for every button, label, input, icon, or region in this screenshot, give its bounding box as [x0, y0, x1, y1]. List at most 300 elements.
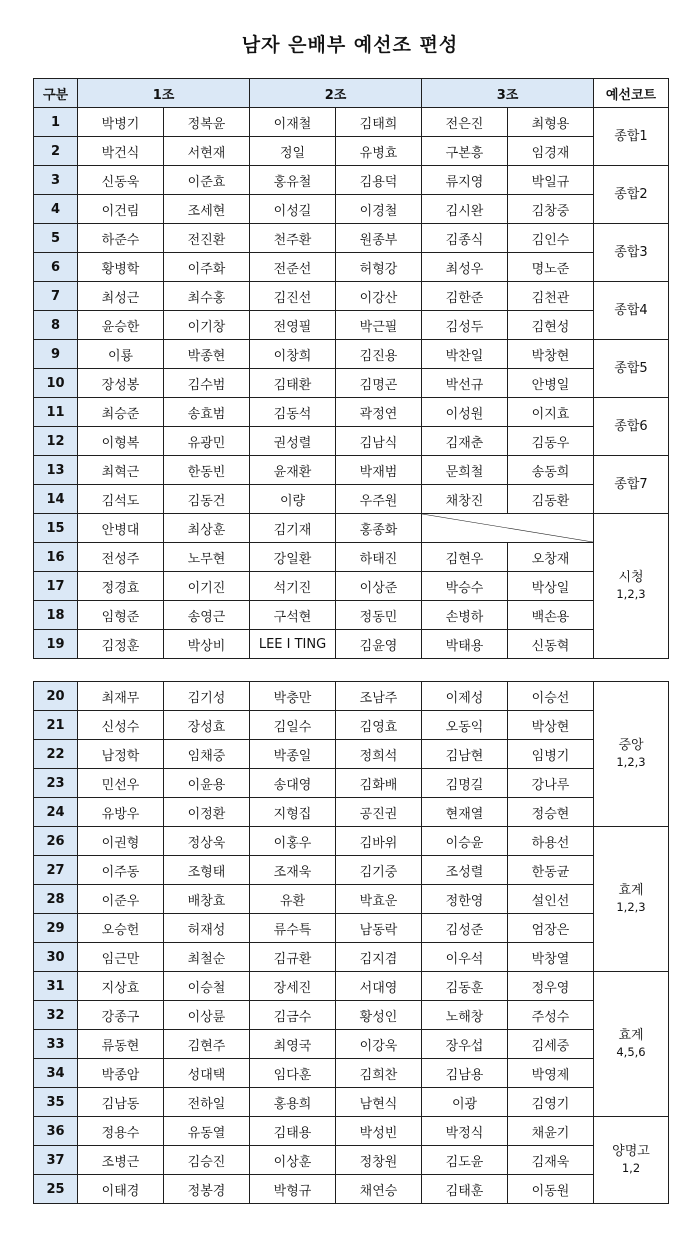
row-number: 37 — [34, 1146, 78, 1175]
player-name: 조세현 — [164, 195, 250, 224]
player-name: 김화배 — [336, 769, 422, 798]
player-name: 김천관 — [508, 282, 594, 311]
court-cell — [594, 340, 669, 398]
player-name: 이건림 — [78, 195, 164, 224]
table-row — [34, 885, 669, 914]
player-name: 최성근 — [78, 282, 164, 311]
row-number: 32 — [34, 1001, 78, 1030]
player-name: 유동열 — [164, 1117, 250, 1146]
player-name: 김동훈 — [422, 972, 508, 1001]
player-name: 유광민 — [164, 427, 250, 456]
player-name: 엄장은 — [508, 914, 594, 943]
player-name: 오창재 — [508, 543, 594, 572]
table-row — [34, 398, 669, 427]
table-row — [34, 456, 669, 485]
player-name: 김종식 — [422, 224, 508, 253]
court-numbers: 4,5,6 — [616, 1045, 646, 1059]
row-number: 9 — [34, 340, 78, 369]
player-name: 장우섭 — [422, 1030, 508, 1059]
player-name: 신동욱 — [78, 166, 164, 195]
player-name: 구본흥 — [422, 137, 508, 166]
player-name: 윤재환 — [250, 456, 336, 485]
player-name: 허재성 — [164, 914, 250, 943]
player-name: 박종일 — [250, 740, 336, 769]
player-name: 전성주 — [78, 543, 164, 572]
player-name: 하준수 — [78, 224, 164, 253]
player-name: 박찬일 — [422, 340, 508, 369]
table-row — [34, 369, 669, 398]
player-name: 황병학 — [78, 253, 164, 282]
player-name: 박창열 — [508, 943, 594, 972]
row-number: 36 — [34, 1117, 78, 1146]
player-name: 이주화 — [164, 253, 250, 282]
player-name: 김금수 — [250, 1001, 336, 1030]
player-name: 김남용 — [422, 1059, 508, 1088]
table-row — [34, 195, 669, 224]
court-numbers: 1,2 — [621, 1161, 641, 1175]
table-1-body — [34, 108, 669, 659]
player-name: 김바위 — [336, 827, 422, 856]
court-cell — [594, 1117, 669, 1204]
player-name: 한동균 — [508, 856, 594, 885]
court-name: 종합3 — [614, 245, 648, 260]
row-number: 34 — [34, 1059, 78, 1088]
player-name: 이강욱 — [336, 1030, 422, 1059]
table-row — [34, 224, 669, 253]
player-name: 김재춘 — [422, 427, 508, 456]
player-name: 안병일 — [508, 369, 594, 398]
player-name: 류지영 — [422, 166, 508, 195]
player-name: 김정훈 — [78, 630, 164, 659]
player-name: 임다훈 — [250, 1059, 336, 1088]
court-cell — [594, 398, 669, 456]
player-name: 박상일 — [508, 572, 594, 601]
player-name: 강종구 — [78, 1001, 164, 1030]
table-row — [34, 1001, 669, 1030]
player-name: 남현식 — [336, 1088, 422, 1117]
court-cell — [594, 456, 669, 514]
player-name: 석기진 — [250, 572, 336, 601]
header-court: 예선코트 — [594, 79, 669, 108]
player-name: 이기진 — [164, 572, 250, 601]
player-name: 최성우 — [422, 253, 508, 282]
row-number: 19 — [34, 630, 78, 659]
player-name: 김지겸 — [336, 943, 422, 972]
court-cell — [594, 224, 669, 282]
table-row — [34, 543, 669, 572]
player-name: 김규환 — [250, 943, 336, 972]
player-name: 정용수 — [78, 1117, 164, 1146]
player-name: 강일환 — [250, 543, 336, 572]
player-name: 김수범 — [164, 369, 250, 398]
player-name: 정복윤 — [164, 108, 250, 137]
player-name: 채연승 — [336, 1175, 422, 1204]
player-name: 이홍우 — [250, 827, 336, 856]
row-number: 28 — [34, 885, 78, 914]
player-name: 명노준 — [508, 253, 594, 282]
header-group-2: 2조 — [250, 79, 422, 108]
player-name: 유환 — [250, 885, 336, 914]
court-name: 시청 — [618, 570, 644, 585]
player-name: 이정환 — [164, 798, 250, 827]
player-name: 유방우 — [78, 798, 164, 827]
player-name: 권성렬 — [250, 427, 336, 456]
player-name: 박형규 — [250, 1175, 336, 1204]
table-row — [34, 485, 669, 514]
court-cell — [594, 166, 669, 224]
player-name: 최재무 — [78, 682, 164, 711]
player-name: 박재범 — [336, 456, 422, 485]
player-name: 김기중 — [336, 856, 422, 885]
player-name: 하용선 — [508, 827, 594, 856]
row-number: 30 — [34, 943, 78, 972]
player-name: 이제성 — [422, 682, 508, 711]
player-name: 박병기 — [78, 108, 164, 137]
player-name: 정창원 — [336, 1146, 422, 1175]
player-name: 김세중 — [508, 1030, 594, 1059]
player-name: 최영국 — [250, 1030, 336, 1059]
player-name: 박건식 — [78, 137, 164, 166]
player-name: 이형복 — [78, 427, 164, 456]
row-number: 8 — [34, 311, 78, 340]
table-row — [34, 1146, 669, 1175]
player-name: 박효운 — [336, 885, 422, 914]
player-name: 이권형 — [78, 827, 164, 856]
court-name: 양명고 — [612, 1144, 650, 1159]
table-row — [34, 914, 669, 943]
row-number: 21 — [34, 711, 78, 740]
table-row — [34, 827, 669, 856]
player-name: 박정식 — [422, 1117, 508, 1146]
row-number: 12 — [34, 427, 78, 456]
player-name: 전하일 — [164, 1088, 250, 1117]
player-name: 장성효 — [164, 711, 250, 740]
player-name: 허형강 — [336, 253, 422, 282]
court-numbers: 1,2,3 — [616, 755, 646, 769]
player-name: 이강산 — [336, 282, 422, 311]
player-name: 송대영 — [250, 769, 336, 798]
player-name: 정상욱 — [164, 827, 250, 856]
player-name: 황성인 — [336, 1001, 422, 1030]
row-number: 26 — [34, 827, 78, 856]
player-name: 신성수 — [78, 711, 164, 740]
player-name: 강나루 — [508, 769, 594, 798]
player-name: 최승준 — [78, 398, 164, 427]
header-group-1: 1조 — [78, 79, 250, 108]
player-name: 남정학 — [78, 740, 164, 769]
player-name: 김희찬 — [336, 1059, 422, 1088]
player-name: 이승철 — [164, 972, 250, 1001]
player-name: 공진권 — [336, 798, 422, 827]
player-name: 유병효 — [336, 137, 422, 166]
player-name: 남동락 — [336, 914, 422, 943]
player-name: 김현우 — [422, 543, 508, 572]
player-name: 전은진 — [422, 108, 508, 137]
player-name: 이윤용 — [164, 769, 250, 798]
table-row — [34, 1088, 669, 1117]
player-name: 김남동 — [78, 1088, 164, 1117]
player-name: 박종암 — [78, 1059, 164, 1088]
player-name: 이태경 — [78, 1175, 164, 1204]
player-name: 임채중 — [164, 740, 250, 769]
player-name: 김진선 — [250, 282, 336, 311]
player-name: 홍종화 — [336, 514, 422, 543]
player-name: 성대택 — [164, 1059, 250, 1088]
player-name: 전진환 — [164, 224, 250, 253]
player-name: 김한준 — [422, 282, 508, 311]
player-name: 최혁근 — [78, 456, 164, 485]
court-cell — [594, 108, 669, 166]
player-name: 김태환 — [250, 369, 336, 398]
player-name: 조재욱 — [250, 856, 336, 885]
court-name: 효계 — [618, 1028, 644, 1043]
court-name: 종합6 — [614, 419, 648, 434]
player-name: 박종현 — [164, 340, 250, 369]
player-name: 조성렬 — [422, 856, 508, 885]
row-number: 29 — [34, 914, 78, 943]
player-name: 우주원 — [336, 485, 422, 514]
court-name: 종합5 — [614, 361, 648, 376]
player-name: 김성준 — [422, 914, 508, 943]
player-name: 정한영 — [422, 885, 508, 914]
table-row — [34, 1059, 669, 1088]
player-name: 김기재 — [250, 514, 336, 543]
player-name: 김남현 — [422, 740, 508, 769]
table-row — [34, 1117, 669, 1146]
player-name: 이재철 — [250, 108, 336, 137]
court-name: 효계 — [618, 883, 644, 898]
player-name: 정일 — [250, 137, 336, 166]
player-name: 문희철 — [422, 456, 508, 485]
player-name: 김현주 — [164, 1030, 250, 1059]
player-name: 장성봉 — [78, 369, 164, 398]
player-name: 하태진 — [336, 543, 422, 572]
player-name: 김재욱 — [508, 1146, 594, 1175]
player-name: 김도윤 — [422, 1146, 508, 1175]
row-number: 25 — [34, 1175, 78, 1204]
table-row — [34, 682, 669, 711]
player-name: 안병대 — [78, 514, 164, 543]
player-name: 김동석 — [250, 398, 336, 427]
player-name: 김영기 — [508, 1088, 594, 1117]
player-name: 김일수 — [250, 711, 336, 740]
player-name: 이준효 — [164, 166, 250, 195]
player-name: 노무현 — [164, 543, 250, 572]
court-cell — [594, 282, 669, 340]
table-row — [34, 1175, 669, 1204]
player-name: 채윤기 — [508, 1117, 594, 1146]
table-row — [34, 943, 669, 972]
player-name: 이승윤 — [422, 827, 508, 856]
group-table-2 — [33, 681, 669, 1204]
table-row — [34, 1030, 669, 1059]
player-name: 설인선 — [508, 885, 594, 914]
player-name: 손병하 — [422, 601, 508, 630]
court-numbers: 1,2,3 — [616, 587, 646, 601]
table-row — [34, 166, 669, 195]
player-name: 류수특 — [250, 914, 336, 943]
player-name: 김태훈 — [422, 1175, 508, 1204]
player-name: 천주환 — [250, 224, 336, 253]
player-name: 조형태 — [164, 856, 250, 885]
header-row — [34, 79, 669, 108]
player-name: 현재열 — [422, 798, 508, 827]
table-row — [34, 427, 669, 456]
court-name: 종합4 — [614, 303, 648, 318]
table-row — [34, 340, 669, 369]
player-name: 이우석 — [422, 943, 508, 972]
row-number: 5 — [34, 224, 78, 253]
player-name: 박승수 — [422, 572, 508, 601]
player-name: 박상현 — [508, 711, 594, 740]
row-number: 33 — [34, 1030, 78, 1059]
row-number: 18 — [34, 601, 78, 630]
player-name: 전영필 — [250, 311, 336, 340]
table-row — [34, 630, 669, 659]
player-name: 박영제 — [508, 1059, 594, 1088]
table-row — [34, 972, 669, 1001]
player-name: 정승현 — [508, 798, 594, 827]
table-row — [34, 137, 669, 166]
player-name: 최형용 — [508, 108, 594, 137]
player-name: 구석현 — [250, 601, 336, 630]
table-row — [34, 282, 669, 311]
court-numbers: 1,2,3 — [616, 900, 646, 914]
player-name: 장세진 — [250, 972, 336, 1001]
row-number: 22 — [34, 740, 78, 769]
player-name: 이성원 — [422, 398, 508, 427]
player-name: 이주동 — [78, 856, 164, 885]
court-name: 중앙 — [618, 738, 644, 753]
player-name: 이룡 — [78, 340, 164, 369]
player-name: 지상효 — [78, 972, 164, 1001]
player-name: 송효범 — [164, 398, 250, 427]
row-number: 20 — [34, 682, 78, 711]
player-name: 조병근 — [78, 1146, 164, 1175]
player-name: 이상륜 — [164, 1001, 250, 1030]
player-name: 김동우 — [508, 427, 594, 456]
player-name: 김진용 — [336, 340, 422, 369]
player-name: 원종부 — [336, 224, 422, 253]
player-name: 정동민 — [336, 601, 422, 630]
table-2-body — [34, 682, 669, 1204]
player-name: 이상준 — [336, 572, 422, 601]
row-number: 1 — [34, 108, 78, 137]
court-name: 종합2 — [614, 187, 648, 202]
table-row — [34, 769, 669, 798]
player-name: 류동현 — [78, 1030, 164, 1059]
player-name: 홍유철 — [250, 166, 336, 195]
player-name: 노해창 — [422, 1001, 508, 1030]
player-name: 한동빈 — [164, 456, 250, 485]
player-name: 김동환 — [508, 485, 594, 514]
player-name: 임병기 — [508, 740, 594, 769]
player-name: 박근필 — [336, 311, 422, 340]
player-name: 윤승한 — [78, 311, 164, 340]
row-number: 14 — [34, 485, 78, 514]
player-name: 신동혁 — [508, 630, 594, 659]
player-name: LEE I TING — [250, 630, 336, 659]
row-number: 3 — [34, 166, 78, 195]
player-name: 김윤영 — [336, 630, 422, 659]
player-name: 박상비 — [164, 630, 250, 659]
court-cell — [594, 827, 669, 972]
player-name: 김남식 — [336, 427, 422, 456]
player-name: 이경철 — [336, 195, 422, 224]
player-name: 서현재 — [164, 137, 250, 166]
row-number: 11 — [34, 398, 78, 427]
player-name: 김승진 — [164, 1146, 250, 1175]
row-number: 31 — [34, 972, 78, 1001]
player-name: 곽정연 — [336, 398, 422, 427]
player-name: 주성수 — [508, 1001, 594, 1030]
table-row — [34, 798, 669, 827]
player-name: 이지효 — [508, 398, 594, 427]
row-number: 10 — [34, 369, 78, 398]
player-name: 송영근 — [164, 601, 250, 630]
header-number: 구분 — [34, 79, 78, 108]
row-number: 13 — [34, 456, 78, 485]
player-name: 서대영 — [336, 972, 422, 1001]
row-number: 7 — [34, 282, 78, 311]
table-row — [34, 856, 669, 885]
diagonal-line — [422, 514, 593, 542]
player-name: 이준우 — [78, 885, 164, 914]
player-name: 백손용 — [508, 601, 594, 630]
court-cell — [594, 514, 669, 659]
table-row — [34, 572, 669, 601]
group-table-1 — [33, 78, 669, 659]
table-row — [34, 601, 669, 630]
player-name: 정경효 — [78, 572, 164, 601]
table-row — [34, 311, 669, 340]
player-name: 김명길 — [422, 769, 508, 798]
court-name: 종합7 — [614, 477, 648, 492]
player-name: 임형준 — [78, 601, 164, 630]
player-name: 김명곤 — [336, 369, 422, 398]
player-name: 이광 — [422, 1088, 508, 1117]
table-row — [34, 740, 669, 769]
player-name: 지형집 — [250, 798, 336, 827]
player-name: 이승선 — [508, 682, 594, 711]
player-name: 김기성 — [164, 682, 250, 711]
player-name: 김동건 — [164, 485, 250, 514]
row-number: 2 — [34, 137, 78, 166]
player-name: 정희석 — [336, 740, 422, 769]
player-name: 이기창 — [164, 311, 250, 340]
player-name: 김태용 — [250, 1117, 336, 1146]
player-name: 김현성 — [508, 311, 594, 340]
table-row — [34, 253, 669, 282]
player-name: 박충만 — [250, 682, 336, 711]
table-row — [34, 108, 669, 137]
player-name: 이창희 — [250, 340, 336, 369]
player-name: 홍용희 — [250, 1088, 336, 1117]
table-row — [34, 514, 669, 543]
player-name: 박성빈 — [336, 1117, 422, 1146]
court-cell — [594, 682, 669, 827]
player-name: 박창현 — [508, 340, 594, 369]
player-name: 임경재 — [508, 137, 594, 166]
table-row — [34, 711, 669, 740]
page-title: 남자 은배부 예선조 편성 — [241, 34, 459, 56]
player-name: 민선우 — [78, 769, 164, 798]
empty-slot — [422, 514, 594, 543]
court-name: 종합1 — [614, 129, 648, 144]
player-name: 김석도 — [78, 485, 164, 514]
player-name: 오승헌 — [78, 914, 164, 943]
player-name: 박선규 — [422, 369, 508, 398]
